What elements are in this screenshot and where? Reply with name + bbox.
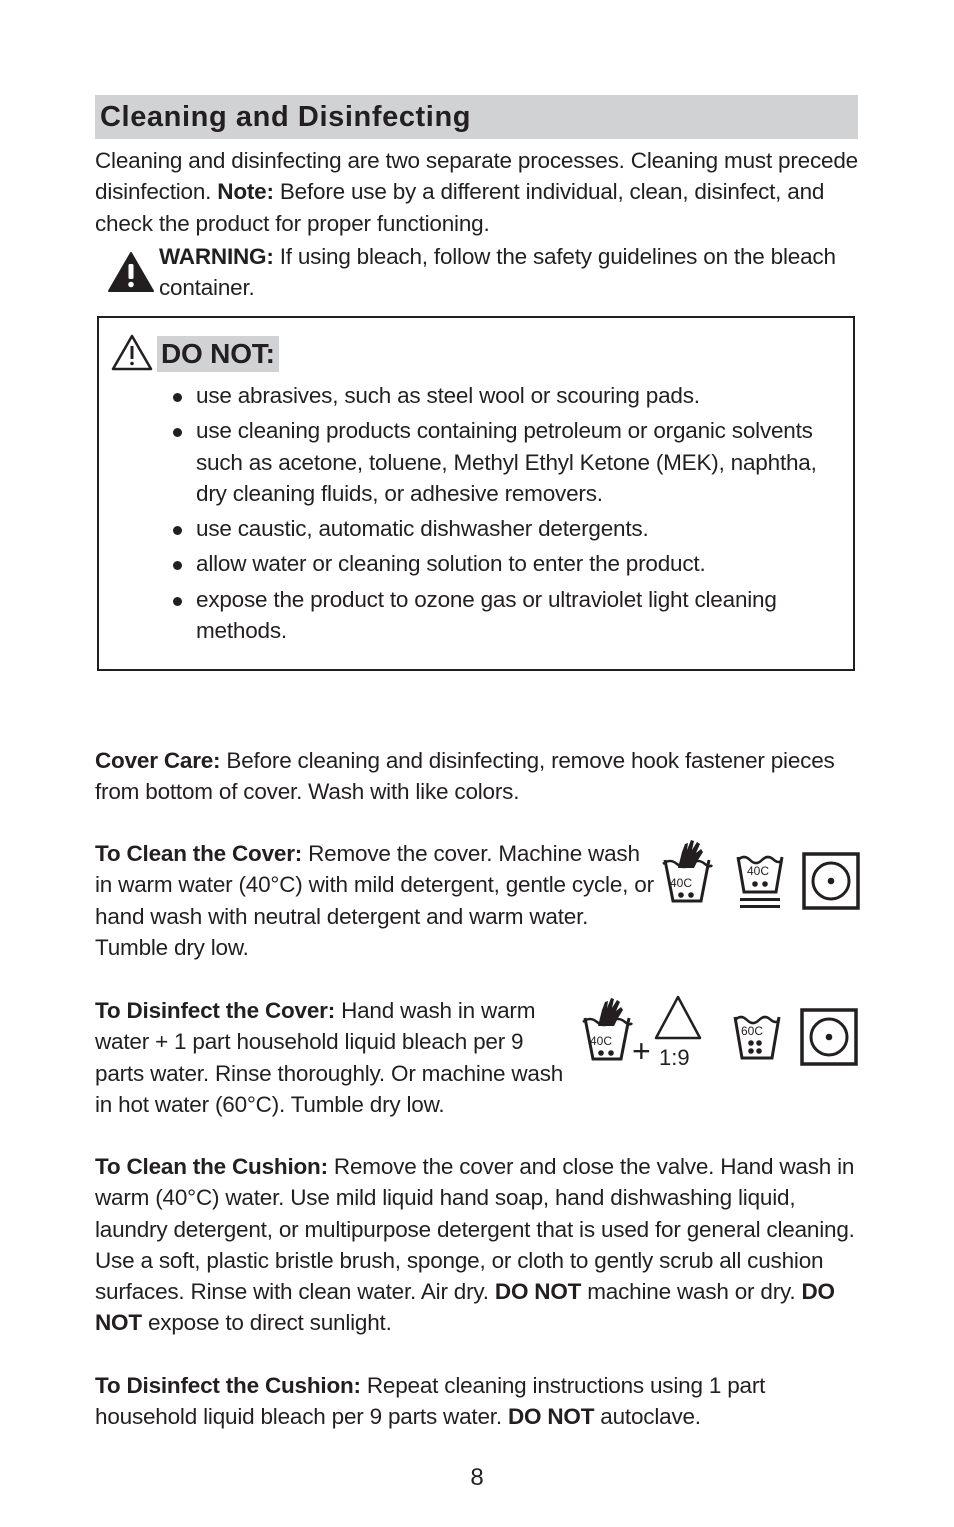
warning-text — [159, 241, 859, 304]
page-number: 8 — [470, 1464, 484, 1491]
warning-icon — [108, 251, 154, 293]
bleach-ratio-label: 1:9 — [659, 1045, 690, 1070]
caution-icon — [111, 334, 153, 372]
do-not-box — [97, 316, 855, 671]
cover-care-paragraph — [95, 745, 865, 808]
clean-cushion-text-1: Remove the cover and close the valve. Hand wash in warm (40°C) water. Use mild liquid hand soap, hand dishwashing liquid, laundry detergent, or multipurpose detergent that is used for general cleaning. Use a soft, plastic bristle brush, sponge, or cloth to gently scrub all cushion surfaces. Rinse with clean water. Air dry. — [95, 1154, 855, 1305]
do-not-item: use caustic, automatic dishwasher detergents. — [169, 513, 829, 544]
tumble-dry-low-icon — [800, 1008, 858, 1066]
section-header — [95, 95, 858, 139]
clean-cushion-text-3: expose to direct sunlight. — [141, 1310, 392, 1336]
do-not-emphasis: DO NOT — [494, 1279, 582, 1305]
intro-text-2: Before use by a different individual, clean, disinfect, and check the product for proper functioning. — [95, 179, 825, 236]
note-label: Note: — [217, 179, 274, 205]
disinfect-cover-label: To Disinfect the Cover: — [95, 998, 336, 1023]
do-not-item: allow water or cleaning solution to enter the product. — [169, 548, 829, 579]
warning-body: If using bleach, follow the safety guidelines on the bleach container. — [159, 244, 836, 301]
clean-cover-text: Remove the cover. Machine wash in warm water (40°C) with mild detergent, gentle cycle, or hand wash with neutral detergent and warm water. Tumble dry low. — [95, 841, 654, 960]
hand-wash-icon — [580, 994, 634, 1064]
intro-paragraph — [95, 145, 875, 239]
clean-cushion-label: To Clean the Cushion: — [95, 1154, 328, 1179]
do-not-emphasis: DO NOT — [507, 1404, 595, 1430]
clean-cushion-text-2: machine wash or dry. — [581, 1279, 802, 1305]
disinfect-cover-paragraph — [95, 995, 575, 1120]
section-title: Cleaning and Disinfecting — [100, 101, 472, 133]
do-not-item: use abrasives, such as steel wool or scouring pads. — [169, 380, 829, 411]
disinfect-cover-text: Hand wash in warm water + 1 part household liquid bleach per 9 parts water. Rinse thoroughly. Or machine wash in hot water (60°C). Tumble dry low. — [95, 998, 564, 1117]
intro-text-1: Cleaning and disinfecting are two separate processes. Cleaning must precede disinfection. — [95, 148, 858, 205]
disinfect-cushion-label: To Disinfect the Cushion: — [95, 1373, 361, 1398]
cover-care-label: Cover Care: — [95, 748, 221, 773]
tumble-dry-low-icon — [802, 852, 860, 910]
plus-sign: + — [632, 1033, 651, 1069]
do-not-item: expose the product to ozone gas or ultraviolet light cleaning methods. — [169, 584, 829, 647]
clean-cover-label: To Clean the Cover: — [95, 841, 303, 866]
do-not-list — [169, 380, 829, 650]
hand-wash-temp-label: 40C — [590, 1034, 613, 1048]
hand-wash-icon — [660, 838, 714, 906]
machine-wash-temp-label: 60C — [741, 1024, 764, 1038]
clean-cushion-paragraph — [95, 1151, 865, 1339]
disinfect-cushion-text-2: autoclave. — [594, 1404, 701, 1430]
hand-wash-temp-label: 40C — [670, 876, 693, 890]
disinfect-cushion-text-1: Repeat cleaning instructions using 1 part household liquid bleach per 9 parts water. — [95, 1373, 766, 1430]
do-not-item: use cleaning products containing petroleum or organic solvents such as acetone, toluene, Methyl Ethyl Ketone (MEK), naphtha, dry cleaning fluids, or adhesive removers. — [169, 415, 829, 509]
machine-wash-icon — [732, 1010, 782, 1062]
machine-wash-temp-label: 40C — [747, 864, 770, 878]
disinfect-cushion-paragraph — [95, 1370, 865, 1433]
gentle-machine-wash-icon — [735, 850, 785, 914]
warning-label: WARNING: — [159, 244, 274, 269]
do-not-emphasis: DO NOT — [95, 1279, 835, 1336]
clean-cover-paragraph — [95, 838, 655, 963]
cover-care-text: Before cleaning and disinfecting, remove hook fastener pieces from bottom of cover. Wash with like colors. — [95, 748, 835, 805]
bleach-icon — [632, 994, 704, 1070]
do-not-title: DO NOT: — [157, 336, 279, 372]
